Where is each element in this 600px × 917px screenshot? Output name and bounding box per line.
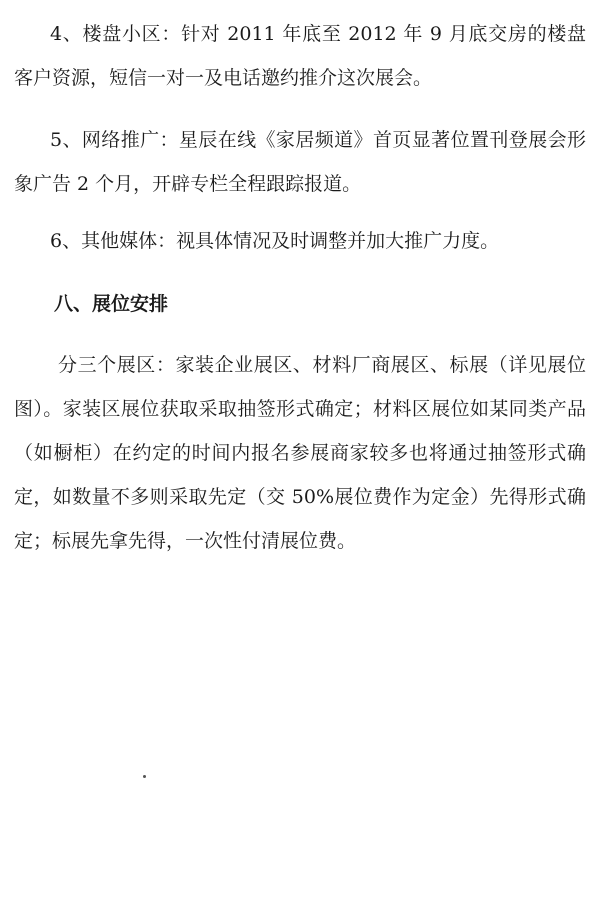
paragraph-item-4: 4、楼盘小区：针对 2011 年底至 2012 年 9 月底交房的楼盘客户资源，短信一对一及电话邀约推介这次展会。 — [14, 23, 586, 89]
section-heading-booth-arrangement: 八、展位安排 — [54, 293, 169, 315]
paragraph-item-6: 6、其他媒体：视具体情况及时调整并加大推广力度。 — [50, 230, 500, 252]
paragraph-item-5: 5、网络推广：星辰在线《家居频道》首页显著位置刊登展会形象广告 2 个月，开辟专栏全程跟踪报道。 — [14, 129, 586, 195]
paragraph-booth-arrangement: 分三个展区：家装企业展区、材料厂商展区、标展（详见展位图）。家装区展位获取采取抽签形式确定；材料区展位如某同类产品（如橱柜）在约定的时间内报名参展商家较多也将通过抽签形式确定，如数量不多则采取先定（交 50%展位费作为定金）先得形式确定；标展先拿先得，一次性付清展位费。 — [14, 354, 586, 552]
scan-speck — [143, 775, 146, 778]
